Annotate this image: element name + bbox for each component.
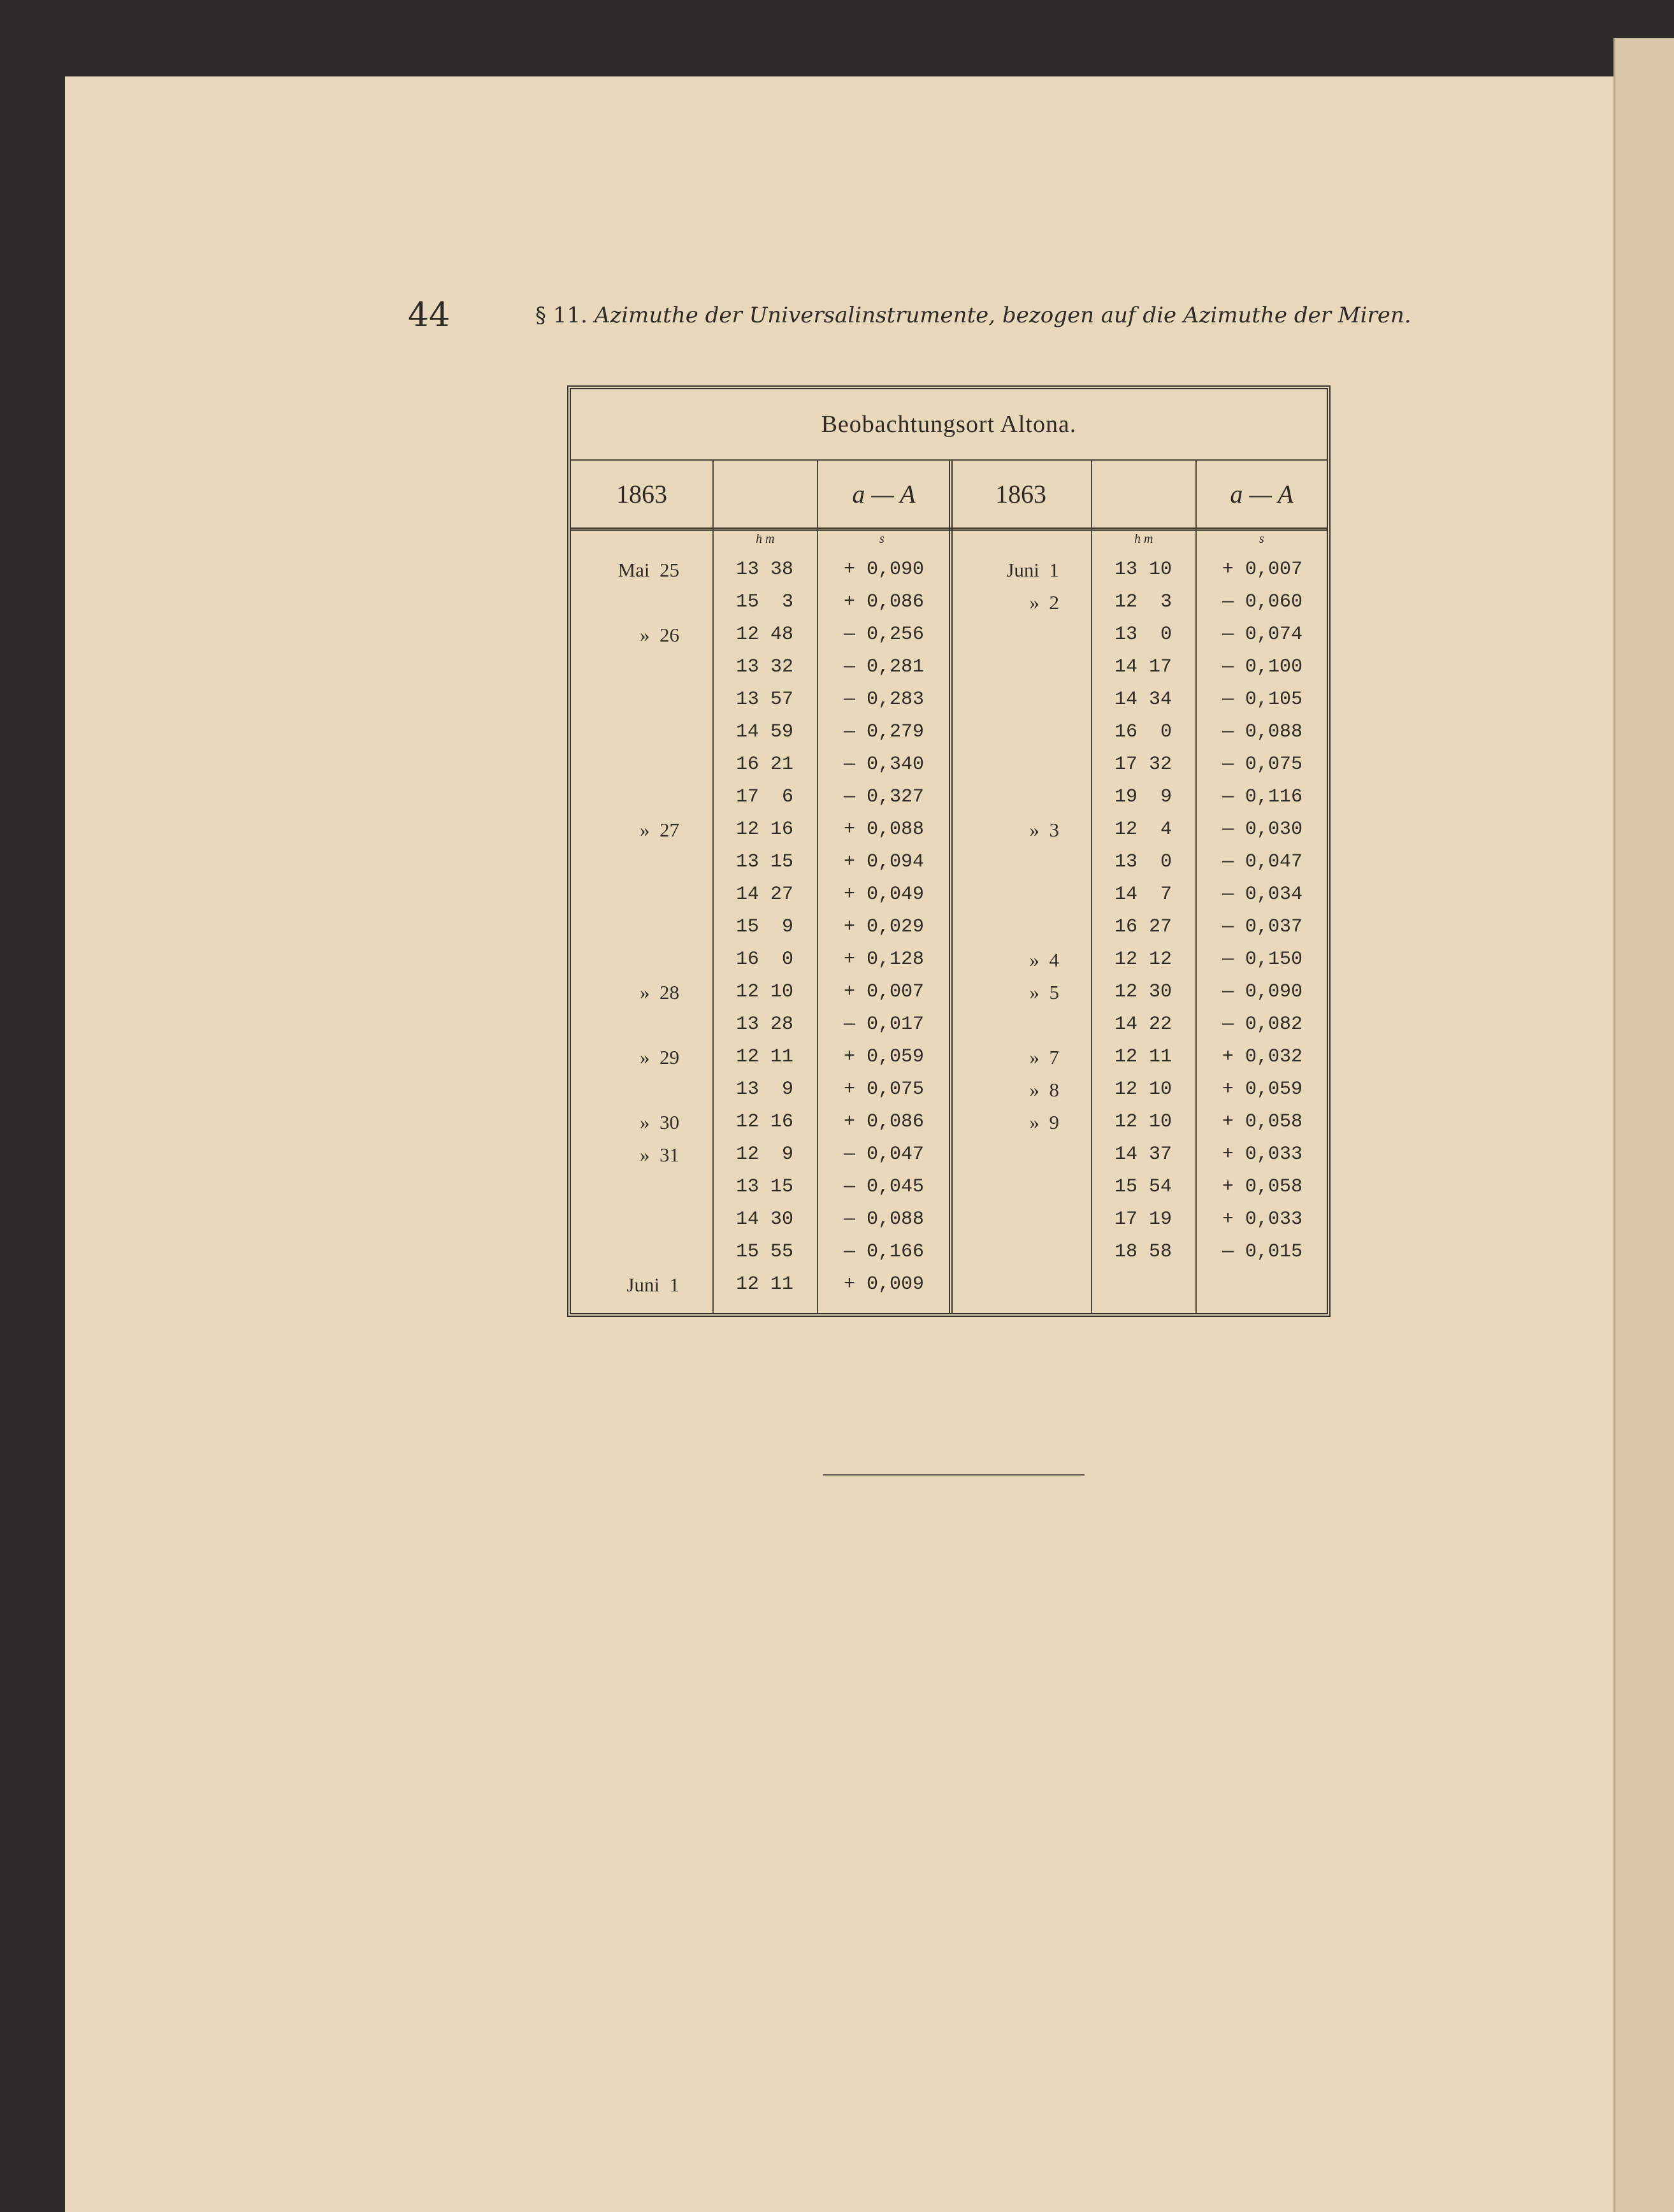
cell-date-left: Juni 1 [626,1274,679,1296]
cell-time-left: 12 9 [735,1144,793,1165]
cell-time-left: 12 11 [735,1274,793,1295]
cell-time-right: 13 0 [1114,851,1172,873]
table-row [571,1203,1327,1236]
table-row [571,684,1327,716]
cell-time-left: 12 48 [735,624,793,645]
cell-time-left: 16 21 [735,754,793,775]
cell-diff-right: — 0,037 [1222,916,1303,938]
table-body [571,554,1327,1301]
cell-diff-left: + 0,090 [843,559,925,580]
cell-time-right: 14 7 [1114,884,1172,905]
cell-diff-left: + 0,049 [843,884,925,905]
cell-time-right: 16 0 [1114,721,1172,743]
cell-diff-left: — 0,045 [843,1176,925,1198]
section-number: § 11. [535,303,588,328]
cell-diff-left: + 0,086 [843,1111,925,1133]
cell-diff-left: — 0,017 [843,1014,925,1035]
cell-time-right: 16 27 [1114,916,1172,938]
table-row [571,814,1327,846]
table-row [571,781,1327,814]
table-row [571,716,1327,749]
table-row [571,1268,1327,1301]
table-row [571,1009,1327,1041]
header-year-left: 1863 [616,480,667,508]
cell-time-right: 17 32 [1114,754,1172,775]
cell-time-left: 12 16 [735,819,793,840]
cell-diff-left: + 0,007 [843,981,925,1003]
running-head [344,296,1411,334]
cell-time-left: 13 15 [735,1176,793,1198]
cell-diff-left: + 0,094 [843,851,925,873]
cell-time-left: 15 9 [735,916,793,938]
cell-time-right: 13 0 [1114,624,1172,645]
header-time-right [1091,461,1195,528]
cell-time-left: 16 0 [735,949,793,970]
page-number: 44 [408,296,451,334]
section-heading [535,303,1411,328]
cell-diff-left: — 0,281 [843,656,925,678]
table-row [571,1041,1327,1074]
cell-time-right: 12 30 [1114,981,1172,1003]
section-title: Azimuthe der Universalinstrumente, bezogen auf die Azimuthe der Miren. [594,303,1411,328]
header-diff-left: a — A [852,480,916,508]
cell-diff-left: + 0,009 [843,1274,925,1295]
table-row [571,944,1327,976]
cell-diff-right: — 0,074 [1222,624,1303,645]
header-diff-right: a — A [1230,480,1294,508]
cell-time-right: 14 22 [1114,1014,1172,1035]
cell-diff-right: — 0,030 [1222,819,1303,840]
cell-time-left: 13 9 [735,1079,793,1100]
cell-date-right: » 5 [1029,981,1059,1003]
header-time-left [712,461,817,528]
cell-date-right: » 7 [1029,1046,1059,1068]
cell-diff-right: + 0,033 [1222,1144,1303,1165]
cell-time-right: 12 12 [1114,949,1172,970]
table-row [571,911,1327,944]
cell-time-right: 18 58 [1114,1241,1172,1263]
cell-date-left: » 28 [640,981,679,1003]
cell-time-right: 12 3 [1114,591,1172,613]
cell-diff-right: + 0,007 [1222,559,1303,580]
cell-diff-left: + 0,059 [843,1046,925,1068]
cell-time-left: 12 16 [735,1111,793,1133]
cell-diff-left: + 0,086 [843,591,925,613]
cell-diff-left: — 0,283 [843,689,925,710]
cell-diff-right: — 0,015 [1222,1241,1303,1263]
cell-time-right: 12 4 [1114,819,1172,840]
cell-diff-right: — 0,105 [1222,689,1303,710]
cell-time-right: 12 10 [1114,1111,1172,1133]
cell-time-right: 14 17 [1114,656,1172,678]
table-row [571,651,1327,684]
units-time-left: h m [756,532,775,546]
table-row [571,586,1327,619]
cell-diff-right: — 0,090 [1222,981,1303,1003]
cell-diff-right: — 0,150 [1222,949,1303,970]
cell-diff-right: + 0,059 [1222,1079,1303,1100]
cell-date-right: » 9 [1029,1111,1059,1133]
table-row [571,1236,1327,1268]
cell-time-left: 15 3 [735,591,793,613]
cell-diff-left: — 0,166 [843,1241,925,1263]
table-row [571,1106,1327,1138]
cell-time-left: 13 32 [735,656,793,678]
cell-time-left: 12 10 [735,981,793,1003]
table-row [571,976,1327,1009]
cell-time-left: 13 28 [735,1014,793,1035]
cell-date-left: Mai 25 [617,559,679,581]
cell-diff-right: — 0,047 [1222,851,1303,873]
table-row [571,846,1327,879]
table-row [571,1171,1327,1203]
cell-diff-left: — 0,327 [843,786,925,808]
cell-diff-left: — 0,088 [843,1209,925,1230]
cell-date-left: » 27 [640,819,679,841]
cell-time-left: 15 55 [735,1241,793,1263]
cell-time-left: 14 27 [735,884,793,905]
cell-time-right: 15 54 [1114,1176,1172,1198]
cell-diff-right: + 0,033 [1222,1209,1303,1230]
cell-date-left: » 26 [640,624,679,646]
table-row [571,554,1327,586]
cell-time-left: 17 6 [735,786,793,808]
table-row [571,619,1327,651]
cell-date-right: » 8 [1029,1079,1059,1101]
table-row [571,879,1327,911]
cell-time-right: 19 9 [1114,786,1172,808]
cell-diff-left: + 0,075 [843,1079,925,1100]
cell-diff-left: — 0,047 [843,1144,925,1165]
cell-diff-left: + 0,029 [843,916,925,938]
cell-time-right: 13 10 [1114,559,1172,580]
cell-diff-left: + 0,088 [843,819,925,840]
cell-date-left: » 29 [640,1046,679,1068]
cell-time-left: 13 15 [735,851,793,873]
cell-diff-left: — 0,340 [843,754,925,775]
cell-date-right: » 2 [1029,591,1059,614]
cell-diff-right: + 0,058 [1222,1111,1303,1133]
cell-diff-right: + 0,032 [1222,1046,1303,1068]
table-title: Beobachtungsort Altona. [571,389,1327,461]
table-row [571,1138,1327,1171]
observation-table [567,385,1331,1317]
units-diff-right: s [1259,532,1264,546]
cell-diff-left: — 0,279 [843,721,925,743]
cell-diff-left: — 0,256 [843,624,925,645]
adjacent-page-edge [1613,38,1674,2212]
cell-diff-right: — 0,060 [1222,591,1303,613]
table-row [571,749,1327,781]
units-time-right: h m [1134,532,1153,546]
cell-diff-right: — 0,075 [1222,754,1303,775]
table-row [571,1074,1327,1106]
cell-time-left: 12 11 [735,1046,793,1068]
cell-diff-right: — 0,116 [1222,786,1303,808]
cell-date-right: Juni 1 [1006,559,1059,581]
cell-diff-right: — 0,088 [1222,721,1303,743]
cell-time-left: 14 30 [735,1209,793,1230]
cell-time-left: 14 59 [735,721,793,743]
cell-date-left: » 30 [640,1111,679,1133]
cell-time-right: 12 11 [1114,1046,1172,1068]
cell-time-left: 13 38 [735,559,793,580]
cell-time-right: 14 34 [1114,689,1172,710]
header-year-right: 1863 [995,480,1046,508]
cell-time-right: 17 19 [1114,1209,1172,1230]
cell-time-right: 12 10 [1114,1079,1172,1100]
cell-diff-right: — 0,082 [1222,1014,1303,1035]
units-diff-left: s [879,532,884,546]
cell-diff-right: — 0,100 [1222,656,1303,678]
cell-date-right: » 3 [1029,819,1059,841]
cell-diff-left: + 0,128 [843,949,925,970]
cell-diff-right: + 0,058 [1222,1176,1303,1198]
cell-time-left: 13 57 [735,689,793,710]
cell-diff-right: — 0,034 [1222,884,1303,905]
closing-rule [823,1474,1085,1476]
cell-date-left: » 31 [640,1144,679,1166]
cell-date-right: » 4 [1029,949,1059,971]
cell-time-right: 14 37 [1114,1144,1172,1165]
